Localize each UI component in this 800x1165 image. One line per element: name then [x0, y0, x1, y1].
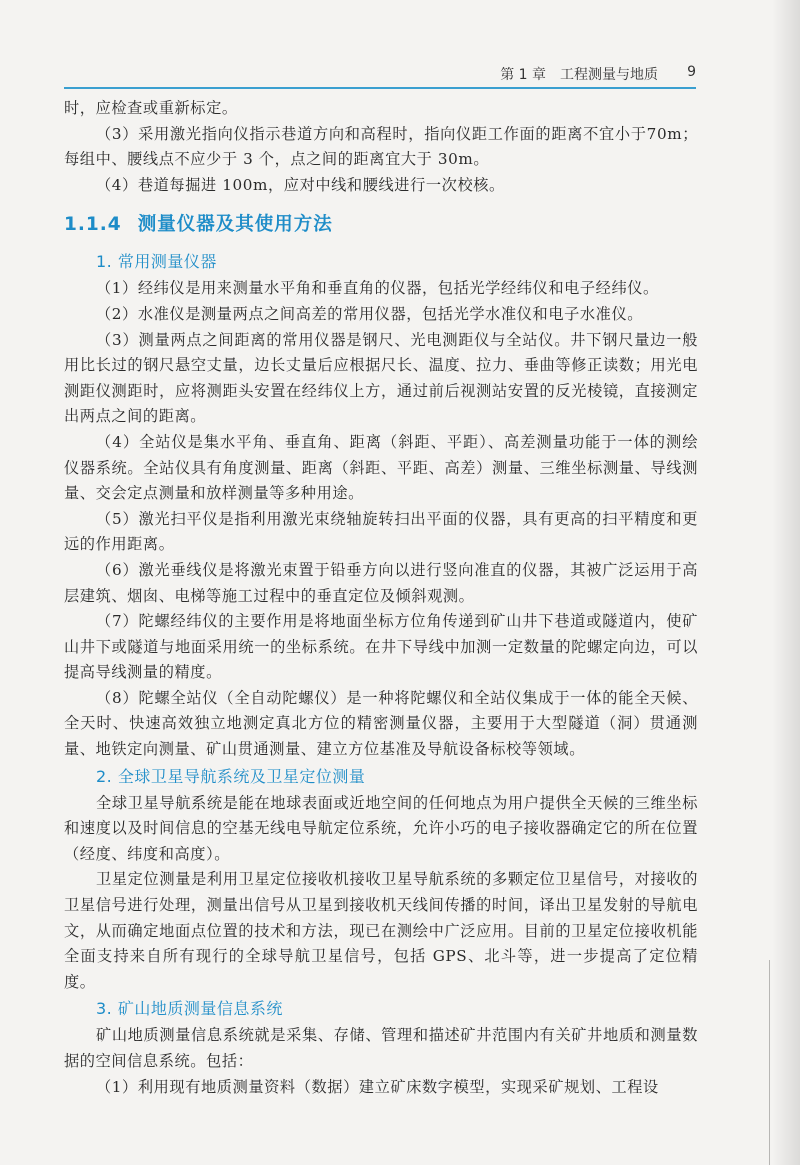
page-edge-shadow [772, 0, 800, 1165]
chapter-title: 第 1 章 工程测量与地质 [500, 67, 658, 83]
list-item: （5）激光扫平仪是指利用激光束绕轴旋转扫出平面的仪器，具有更高的扫平精度和更远的作用距离。 [64, 509, 698, 554]
paragraph: 卫星定位测量是利用卫星定位接收机接收卫星导航系统的多颗定位卫星信号，对接收的卫星信号进行处理，测量出信号从卫星到接收机天线间传播的时间，译出卫星发射的导航电文，从而确定地面点位置的技术和方法，现已在测绘中广泛应用。目前的卫星定位接收机能全面支持来自所有现行的全球导航卫星信号，包括 GPS、北斗等，进一步提高了定位精度。 [64, 870, 698, 991]
list-item: （7）陀螺经纬仪的主要作用是将地面坐标方位角传递到矿山井下巷道或隧道内，使矿山井下或隧道与地面采用统一的坐标系统。在井下导线中加测一定数量的陀螺定向边，可以提高导线测量的精度。 [64, 612, 698, 682]
paragraph: （1）利用现有地质测量资料（数据）建立矿床数字模型，实现采矿规划、工程设 [96, 1077, 659, 1096]
subheading: 2. 全球卫星导航系统及卫星定位测量 [96, 766, 366, 786]
list-item: （4）全站仪是集水平角、垂直角、距离（斜距、平距）、高差测量功能于一体的测绘仪器系统。全站仪具有角度测量、距离（斜距、平距、高差）测量、三维坐标测量、导线测量、交会定点测量和放样测量等多种用途。 [64, 432, 698, 503]
header-rule [64, 87, 696, 89]
running-header [64, 64, 696, 86]
paragraph: （3）采用激光指向仪指示巷道方向和高程时，指向仪距工作面的距离不宜小于70m；每组中、腰线点不应少于 3 个，点之间的距离宜大于 30m。 [64, 124, 698, 169]
section-title: 测量仪器及其使用方法 [137, 214, 333, 236]
subheading: 3. 矿山地质测量信息系统 [96, 999, 283, 1019]
section-number: 1.1.4 [64, 214, 122, 236]
list-item: （8）陀螺全站仪（全自动陀螺仪）是一种将陀螺仪和全站仪集成于一体的能全天候、全天时、快速高效独立地测定真北方位的精密测量仪器，主要用于大型隧道（洞）贯通测量、地铁定向测量、矿山贯通测量、建立方位基准及导航设备标校等领域。 [64, 688, 698, 759]
list-item: （6）激光垂线仪是将激光束置于铅垂方向以进行竖向准直的仪器，其被广泛运用于高层建筑、烟囱、电梯等施工过程中的垂直定位及倾斜观测。 [64, 560, 698, 605]
section-heading [64, 210, 698, 240]
paragraph: 矿山地质测量信息系统就是采集、存储、管理和描述矿井范围内有关矿井地质和测量数据的空间信息系统。包括： [64, 1026, 698, 1070]
subheading: 1. 常用测量仪器 [96, 252, 217, 272]
list-item: （1）经纬仪是用来测量水平角和垂直角的仪器，包括光学经纬仪和电子经纬仪。 [96, 279, 659, 298]
page-body [64, 96, 698, 1100]
page-number: 9 [687, 64, 696, 80]
page-fold-line [769, 960, 770, 1165]
paragraph: 全球卫星导航系统是能在地球表面或近地空间的任何地点为用户提供全天候的三维坐标和速度以及时间信息的空基无线电导航定位系统，允许小巧的电子接收器确定它的所在位置（经度、纬度和高度）。 [64, 793, 698, 863]
list-item: （3）测量两点之间距离的常用仪器是钢尺、光电测距仪与全站仪。井下钢尺量边一般用比长过的钢尺悬空丈量，边长丈量后应根据尺长、温度、拉力、垂曲等修正读数；用光电测距仪测距时，应将测距头安置在经纬仪上方，通过前后视测站安置的反光棱镜，直接测定出两点之间的距离。 [64, 330, 698, 426]
paragraph: （4）巷道每掘进 100m，应对中线和腰线进行一次校核。 [96, 175, 505, 194]
paragraph: 时，应检查或重新标定。 [64, 99, 238, 117]
list-item: （2）水准仪是测量两点之间高差的常用仪器，包括光学水准仪和电子水准仪。 [96, 304, 644, 323]
